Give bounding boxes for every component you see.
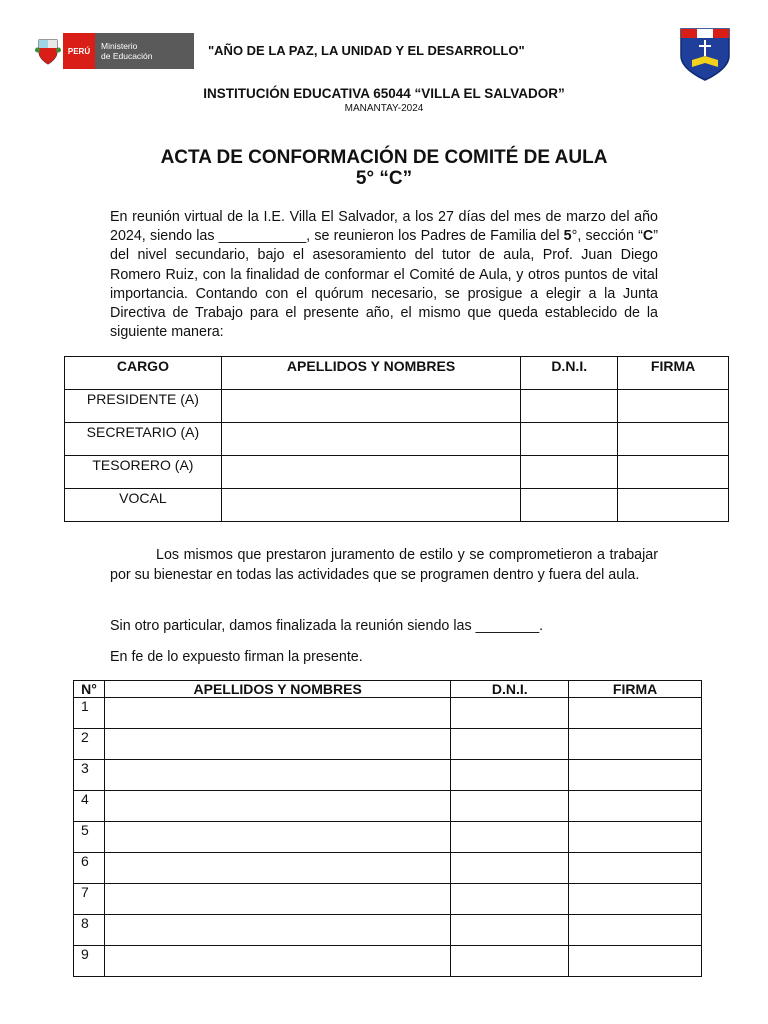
signature-cell[interactable] xyxy=(569,822,702,853)
oath-paragraph xyxy=(110,546,658,586)
signature-row xyxy=(74,853,702,884)
header-dni: D.N.I. xyxy=(521,357,618,390)
committee-row xyxy=(65,390,729,423)
row-number: 2 xyxy=(74,729,105,760)
signature-row xyxy=(74,791,702,822)
names-cell[interactable] xyxy=(221,489,520,522)
row-number: 5 xyxy=(74,822,105,853)
signature-row xyxy=(74,884,702,915)
header-number: N° xyxy=(74,681,105,698)
intro-paragraph xyxy=(110,208,658,342)
signature-row xyxy=(74,915,702,946)
signature-cell[interactable] xyxy=(618,489,729,522)
row-number: 9 xyxy=(74,946,105,977)
intro-text-2: °, sección “ xyxy=(571,228,643,245)
row-number: 3 xyxy=(74,760,105,791)
year-motto: "AÑO DE LA PAZ, LA UNIDAD Y EL DESARROLLO" xyxy=(208,43,525,58)
dni-cell[interactable] xyxy=(451,946,569,977)
names-cell[interactable] xyxy=(104,822,450,853)
header-signature: FIRMA xyxy=(618,357,729,390)
signature-cell[interactable] xyxy=(569,915,702,946)
signature-row xyxy=(74,822,702,853)
header-names: APELLIDOS Y NOMBRES xyxy=(104,681,450,698)
school-location-year: MANANTAY-2024 xyxy=(344,103,424,114)
intro-section: C xyxy=(642,228,654,245)
ministry-name xyxy=(95,33,194,69)
role-treasurer: TESORERO (A) xyxy=(65,456,222,489)
header-cargo: CARGO xyxy=(65,357,222,390)
intro-text-3: ” del nivel secundario, bajo el asesoramiento del tutor de aula, Prof. Juan Diego Romero Ruiz, con la finalidad de conformar el Comité de Aula, y otros puntos de vital importancia. Contando con el quórum necesario, se prosigue a elegir a la Junta Directiva de Trabajo para el presente año, el mismo que queda establecido de la siguiente manera: xyxy=(110,228,658,341)
dni-cell[interactable] xyxy=(451,729,569,760)
row-number: 6 xyxy=(74,853,105,884)
names-cell[interactable] xyxy=(221,423,520,456)
dni-cell[interactable] xyxy=(451,760,569,791)
sign-note: En fe de lo expuesto firman la presente. xyxy=(110,649,363,665)
header-signature: FIRMA xyxy=(569,681,702,698)
committee-row xyxy=(65,423,729,456)
title-line-2: 5° “C” xyxy=(355,168,413,189)
names-cell[interactable] xyxy=(104,946,450,977)
dni-cell[interactable] xyxy=(521,456,618,489)
names-cell[interactable] xyxy=(104,698,450,729)
names-cell[interactable] xyxy=(221,456,520,489)
header-names: APELLIDOS Y NOMBRES xyxy=(221,357,520,390)
signature-cell[interactable] xyxy=(569,884,702,915)
intro-grade: 5 xyxy=(563,228,572,245)
row-number: 7 xyxy=(74,884,105,915)
role-secretary: SECRETARIO (A) xyxy=(65,423,222,456)
signature-cell[interactable] xyxy=(569,946,702,977)
names-cell[interactable] xyxy=(104,915,450,946)
school-name: INSTITUCIÓN EDUCATIVA 65044 “VILLA EL SALVADOR” xyxy=(203,86,565,101)
oath-text: Los mismos que prestaron juramento de estilo y se comprometieron a trabajar por su bienestar en todas las actividades que se programen dentro y fuera del aula. xyxy=(110,547,658,583)
names-cell[interactable] xyxy=(104,791,450,822)
names-cell[interactable] xyxy=(221,390,520,423)
header-dni: D.N.I. xyxy=(451,681,569,698)
dni-cell[interactable] xyxy=(451,822,569,853)
committee-header-row xyxy=(65,357,729,390)
names-cell[interactable] xyxy=(104,729,450,760)
ministry-logo xyxy=(33,33,194,69)
dni-cell[interactable] xyxy=(521,390,618,423)
names-cell[interactable] xyxy=(104,760,450,791)
signature-row xyxy=(74,760,702,791)
signature-cell[interactable] xyxy=(569,853,702,884)
row-number: 8 xyxy=(74,915,105,946)
signature-row xyxy=(74,729,702,760)
signature-cell[interactable] xyxy=(618,456,729,489)
committee-table xyxy=(64,356,729,522)
role-president: PRESIDENTE (A) xyxy=(65,390,222,423)
signature-cell[interactable] xyxy=(569,791,702,822)
signature-cell[interactable] xyxy=(569,760,702,791)
end-time-line: Sin otro particular, damos finalizada la reunión siendo las ________. xyxy=(110,618,544,634)
dni-cell[interactable] xyxy=(521,489,618,522)
signature-cell[interactable] xyxy=(618,423,729,456)
ministry-line-2: de Educación xyxy=(101,51,153,61)
names-cell[interactable] xyxy=(104,853,450,884)
dni-cell[interactable] xyxy=(451,884,569,915)
school-crest-icon xyxy=(678,26,732,82)
intro-text-1: En reunión virtual de la I.E. Villa El Salvador, a los 27 días del mes de marzo del año 2024, siendo las ___________, se reunieron los Padres de Familia del xyxy=(110,209,658,245)
peru-coat-of-arms-icon xyxy=(33,33,63,69)
ministry-line-1: Ministerio xyxy=(101,41,138,51)
dni-cell[interactable] xyxy=(521,423,618,456)
signature-cell[interactable] xyxy=(569,729,702,760)
signature-table-body xyxy=(74,698,702,977)
peru-label: PERÚ xyxy=(63,33,95,69)
document-title xyxy=(0,147,768,189)
names-cell[interactable] xyxy=(104,884,450,915)
committee-row xyxy=(65,456,729,489)
dni-cell[interactable] xyxy=(451,791,569,822)
signature-cell[interactable] xyxy=(618,390,729,423)
dni-cell[interactable] xyxy=(451,915,569,946)
role-vocal: VOCAL xyxy=(65,489,222,522)
row-number: 4 xyxy=(74,791,105,822)
dni-cell[interactable] xyxy=(451,698,569,729)
dni-cell[interactable] xyxy=(451,853,569,884)
committee-row xyxy=(65,489,729,522)
title-line-1: ACTA DE CONFORMACIÓN DE COMITÉ DE AULA xyxy=(160,147,608,168)
signature-cell[interactable] xyxy=(569,698,702,729)
row-number: 1 xyxy=(74,698,105,729)
signature-table xyxy=(73,680,702,977)
signature-row xyxy=(74,698,702,729)
signature-row xyxy=(74,946,702,977)
signature-header-row xyxy=(74,681,702,698)
